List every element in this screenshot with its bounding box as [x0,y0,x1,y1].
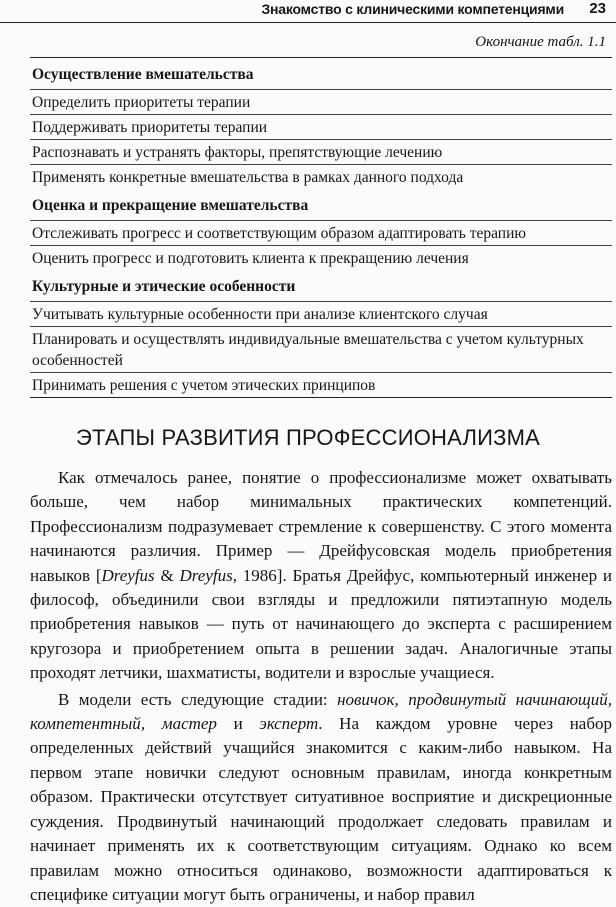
table-section [30,58,612,189]
table-row: Планировать и осуществлять индивидуальные вмешательства с учетом культурных особенностей [30,326,612,372]
citation-author: Dreyfus [179,565,233,585]
page-number: 23 [589,0,606,17]
term-separator: , [607,689,613,709]
term-separator: , [394,689,409,709]
table-row: Распознавать и устранять факторы, препятствующие лечению [30,139,612,164]
stage-term: эксперт [259,714,319,734]
table-section-title: Культурные и этические особенности [32,278,296,295]
citation-year: , 1986 [232,565,277,585]
stage-term: компетентный [30,714,141,734]
section-heading: ЭТАПЫ РАЗВИТИЯ ПРОФЕССИОНАЛИЗМА [76,425,540,450]
table-row: Определить приоритеты терапии [30,89,612,114]
table-continuation-caption: Окончание табл. 1.1 [475,34,606,50]
term-separator: , [140,714,162,734]
citation-author: Dreyfus [101,565,155,585]
paragraph [30,466,612,686]
running-head [0,0,616,23]
paragraph [30,688,612,907]
stage-term: новичок [337,689,395,709]
paragraph-text: В модели есть следующие стадии: [58,689,338,709]
body-text [30,466,612,907]
table-section [30,270,612,397]
table-row: Учитывать культурные особенности при анализе клиентского случая [30,301,612,326]
citation-separator: & [154,565,180,585]
term-separator: и [216,714,260,734]
competencies-table [30,57,612,398]
table-row: Оценить прогресс и подготовить клиента к прекращению лечения [30,245,612,270]
stage-term: продвинутый начинающий [408,689,608,709]
paragraph-text: Как отмечалось ранее, понятие о профессионализме может охватывать больше, чем набор минимальных практических компетенций. Профессионализм подразумевает стремление к совершенству. С этого момента начинаются различия. Пример — Дрейфусовская модель приобретения навыков [ [30,468,612,585]
paragraph-text: . На каждом уровне через набор определенных действий учащийся знакомится с каким-либо навыком. На первом этапе новички следуют основным правилам, иногда конкретным образом. Практически отсутствует ситуативное восприятие и дискреционные суждения. Продвинутый начинающий продолжает следовать правилам и начинает применять их к соответствующим ситуациям. Однако ко всем правилам можно относиться одинаково, возможности адаптироваться к специфике ситуации могут быть ограничены, и набор правил [30,714,612,904]
table-row: Применять конкретные вмешательства в рамках данного подхода [30,164,612,189]
table-section-title: Оценка и прекращение вмешательства [32,197,309,214]
table-row: Отслеживать прогресс и соответствующим образом адаптировать терапию [30,220,612,245]
paragraph-text: ]. Братья Дрейфус, компьютерный инженер и философ, объединили свои взгляды и предложили пятиэтапную модель приобретения навыков — путь от начинающего до эксперта с расширением кругозора и приобретением опыта в решении задач. Аналогичные этапы проходят летчики, шахматисты, водители и взрослые учащиеся. [30,565,612,683]
table-section [30,189,612,270]
table-row: Принимать решения с учетом этических принципов [30,372,612,397]
running-head-title: Знакомство с клиническими компетенциями [261,1,564,17]
table-section-title: Осуществление вмешательства [32,66,254,83]
stage-term: мастер [161,714,217,734]
table-row: Поддерживать приоритеты терапии [30,114,612,139]
